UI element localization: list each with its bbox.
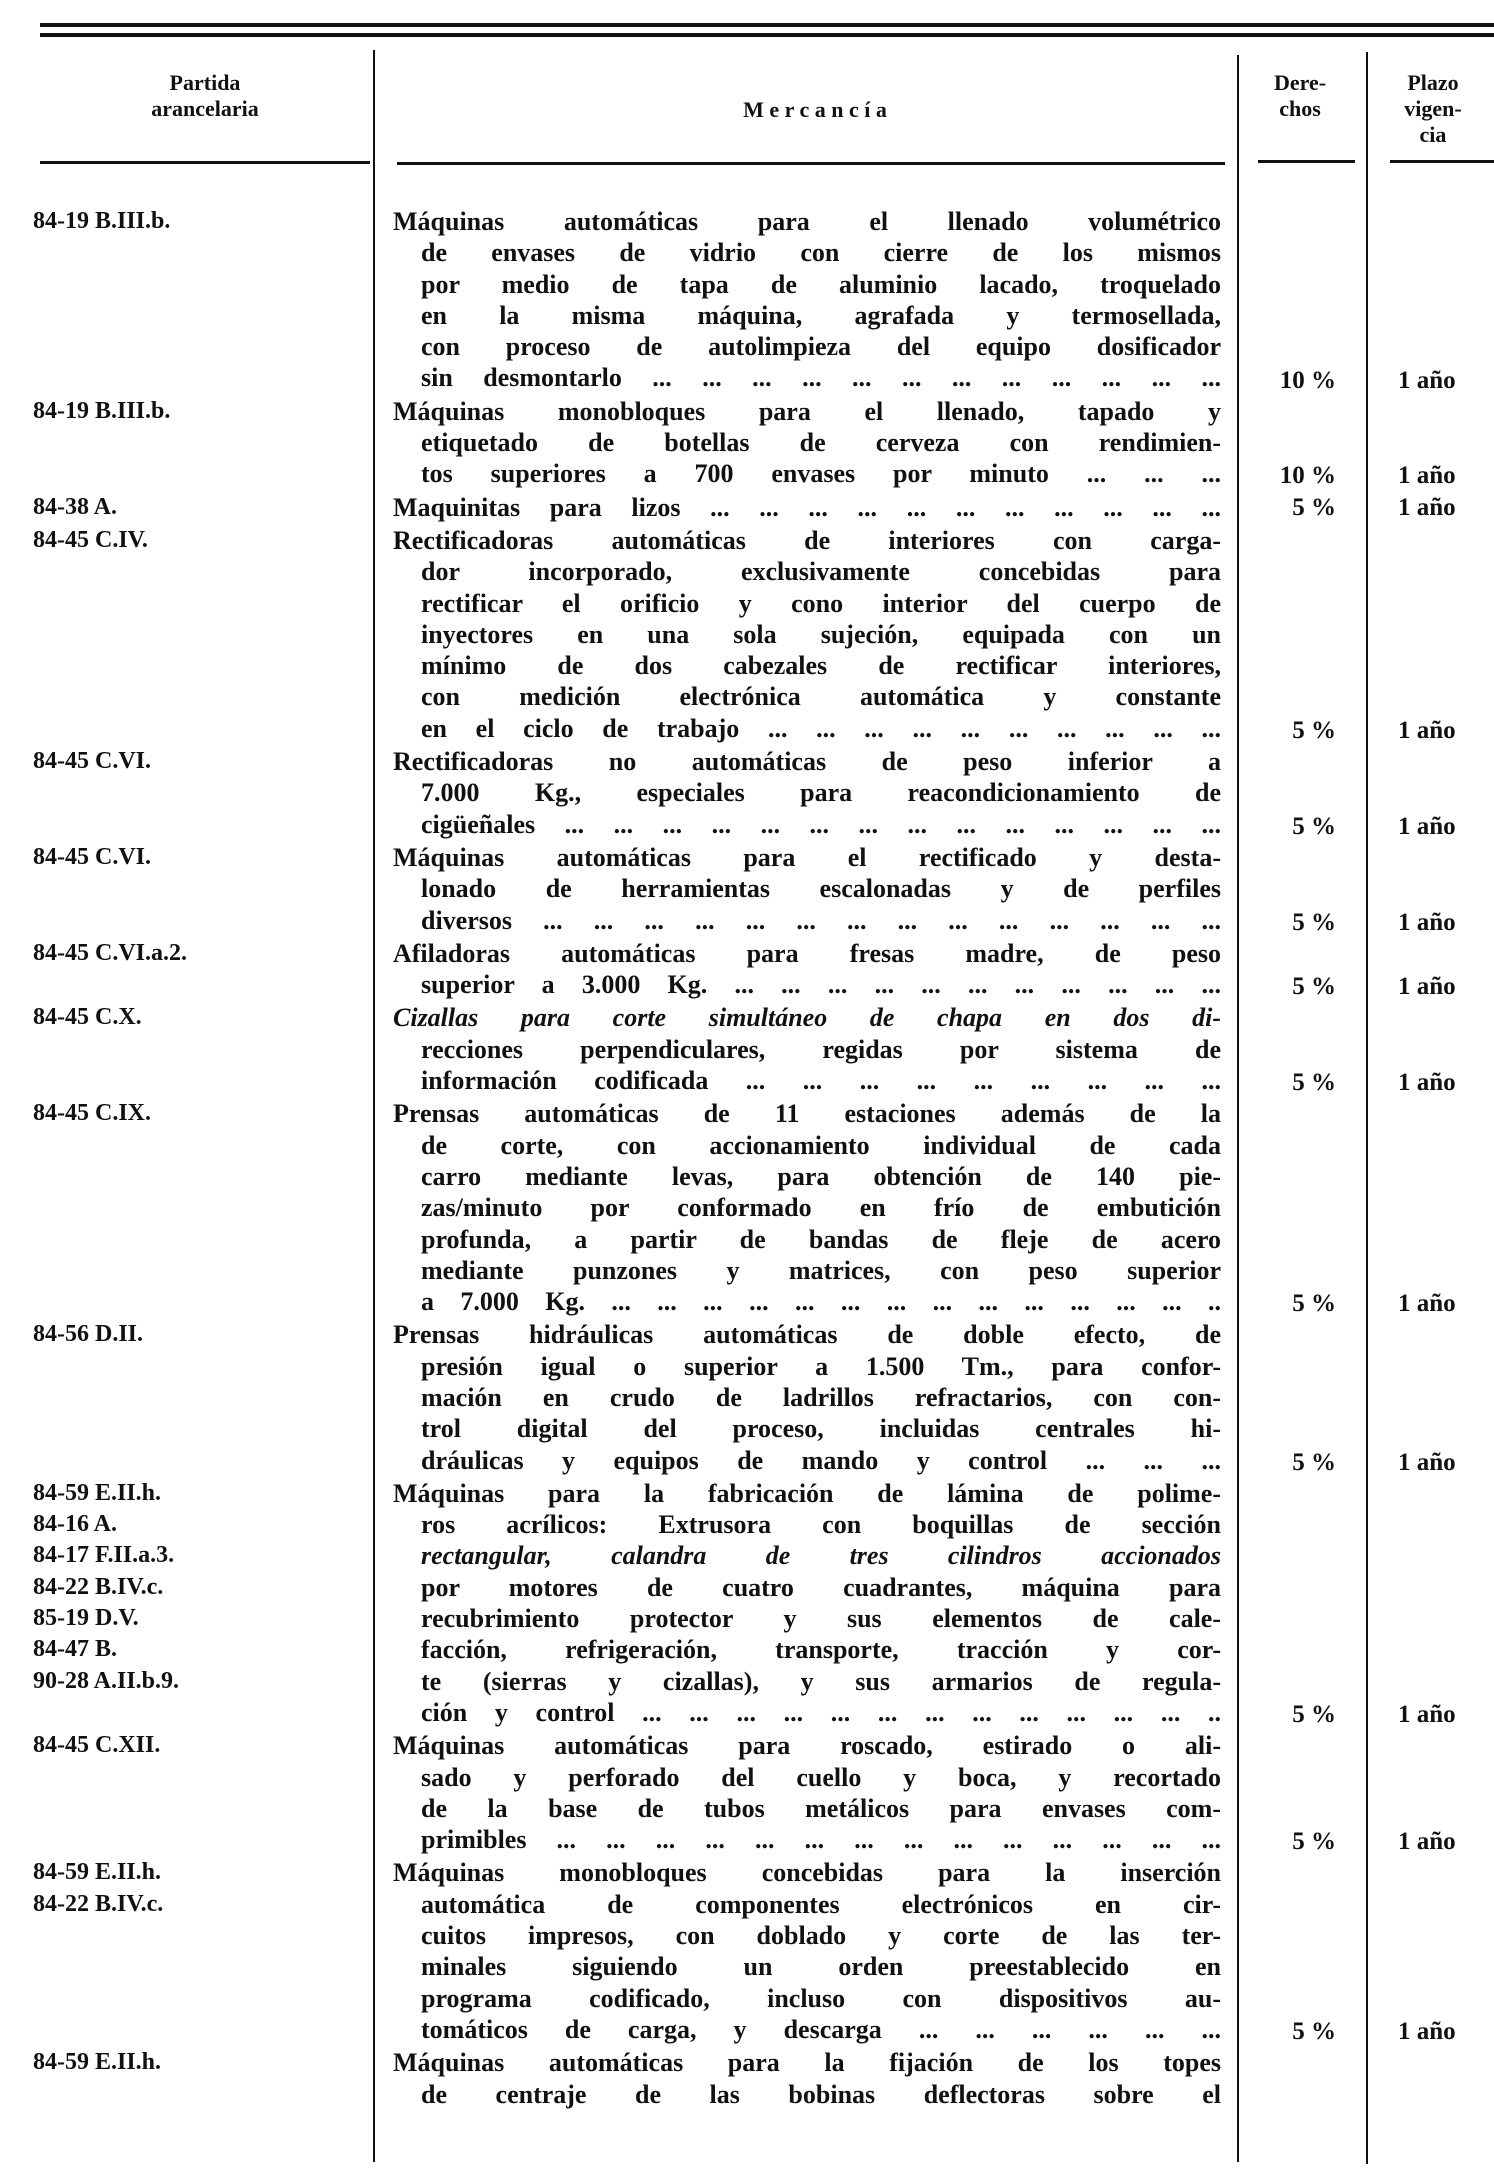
validity-term: 1 año: [1398, 908, 1456, 936]
description-line: mación en crudo de ladrillos refractarios, con con-: [421, 1382, 1221, 1412]
merchandise-description: [393, 1002, 1221, 1096]
validity-term: 1 año: [1398, 1290, 1456, 1318]
description-line: lonado de herramientas escalonadas y de perfiles: [421, 874, 1221, 904]
description-line: dráulicas y equipos de mando y control ... ... ...: [421, 1445, 1221, 1475]
description-line: tomáticos de carga, y descarga ... ... ... ... ... ...: [421, 2014, 1221, 2044]
top-rule-2: [40, 33, 1494, 37]
description-line: con proceso de autolimpieza del equipo dosificador: [421, 332, 1221, 362]
tariff-codes: [33, 396, 363, 427]
description-line: recciones perpendiculares, regidas por sistema de: [421, 1034, 1221, 1064]
tariff-codes: [33, 492, 363, 523]
description-line: dor incorporado, exclusivamente concebidas para: [421, 557, 1221, 587]
header-partida-line: arancelaria: [151, 96, 259, 121]
description-line: presión igual o superior a 1.500 Tm., para confor-: [421, 1351, 1221, 1381]
description-line: facción, refrigeración, transporte, tracción y cor-: [421, 1635, 1221, 1665]
table-row: [0, 1478, 1494, 1728]
description-line: inyectores en una sola sujeción, equipada con un: [421, 619, 1221, 649]
tariff-code: 84-22 B.IV.c.: [33, 1573, 164, 1600]
description-line: superior a 3.000 Kg. ... ... ... ... ... ... ... ... ... ... ...: [421, 970, 1221, 1000]
description-line: sado y perforado del cuello y boca, y recortado: [421, 1762, 1221, 1792]
tariff-code: 84-56 D.II.: [33, 1321, 144, 1348]
tariff-codes: [33, 2047, 363, 2078]
table-row: [0, 525, 1494, 744]
description-line: a 7.000 Kg. ... ... ... ... ... ... ... ... ... ... ... ... ... ..: [421, 1287, 1221, 1317]
description-line: trol digital del proceso, incluidas centrales hi-: [421, 1414, 1221, 1444]
merchandise-description: [393, 1098, 1221, 1317]
merchandise-description: [393, 1730, 1221, 1855]
description-line: carro mediante levas, para obtención de 140 pie-: [421, 1161, 1221, 1191]
header-mercancia: M e r c a n c í a: [743, 97, 887, 122]
duty-rate: 5 %: [1292, 973, 1336, 1001]
table-row: [0, 206, 1494, 394]
header-plazo-line: vigen-: [1404, 96, 1462, 121]
validity-term: 1 año: [1398, 2017, 1456, 2045]
description-line: ción y control ... ... ... ... ... ... ... ... ... ... ... ... ..: [421, 1697, 1221, 1727]
description-line: te (sierras y cizallas), y sus armarios de regula-: [421, 1666, 1221, 1696]
description-line: Máquinas monobloques para el llenado, tapado y: [393, 396, 1221, 426]
tariff-code: 84-45 C.XII.: [33, 1732, 161, 1759]
description-line: rectificar el orificio y cono interior del cuerpo de: [421, 588, 1221, 618]
merchandise-description: [393, 1857, 1221, 2045]
validity-term: 1 año: [1398, 366, 1456, 394]
header-rule-plazo: [1390, 160, 1494, 163]
tariff-code: 84-45 C.VI.: [33, 748, 151, 775]
description-line: profunda, a partir de bandas de fleje de acero: [421, 1224, 1221, 1254]
tariff-code: 84-45 C.VI.: [33, 843, 151, 870]
tariff-code: 84-45 C.X.: [33, 1004, 142, 1031]
merchandise-description: [393, 206, 1221, 394]
table-row: [0, 842, 1494, 936]
description-line: automática de componentes electrónicos en cir-: [421, 1889, 1221, 1919]
validity-term: 1 año: [1398, 716, 1456, 744]
tariff-code: 84-59 E.II.h.: [33, 2049, 162, 2076]
header-plazo-line: Plazo: [1407, 70, 1459, 95]
header-partida-line: Partida: [169, 70, 241, 95]
description-line: información codificada ... ... ... ... ... ... ... ... ...: [421, 1066, 1221, 1096]
table-row: [0, 1730, 1494, 1855]
table-row: [0, 938, 1494, 1001]
table-row: [0, 2047, 1494, 2110]
tariff-code: 84-16 A.: [33, 1511, 117, 1538]
merchandise-description: [393, 525, 1221, 744]
tariff-code: 84-59 E.II.h.: [33, 1859, 162, 1886]
header-rule-partida: [40, 161, 370, 164]
description-line: diversos ... ... ... ... ... ... ... ... ... ... ... ... ... ...: [421, 905, 1221, 935]
tariff-code: 84-45 C.VI.a.2.: [33, 939, 187, 966]
validity-term: 1 año: [1398, 493, 1456, 521]
description-line: sin desmontarlo ... ... ... ... ... ... ... ... ... ... ... ...: [421, 363, 1221, 393]
tariff-codes: [33, 1857, 363, 1920]
validity-term: 1 año: [1398, 1069, 1456, 1097]
header-derechos-line: Dere-: [1273, 70, 1327, 95]
description-line: tos superiores a 700 envases por minuto ... ... ...: [421, 459, 1221, 489]
tariff-code: 84-45 C.IV.: [33, 526, 148, 553]
duty-rate: 5 %: [1292, 2017, 1336, 2045]
description-line: de corte, con accionamiento individual de cada: [421, 1130, 1221, 1160]
validity-term: 1 año: [1398, 462, 1456, 490]
merchandise-description: [393, 2047, 1221, 2110]
header-rule-mercancia: [397, 162, 1225, 165]
merchandise-description: [393, 492, 1221, 523]
merchandise-description: [393, 1478, 1221, 1728]
header-derechos: [1245, 70, 1355, 122]
merchandise-description: [393, 746, 1221, 840]
tariff-codes: [33, 938, 363, 969]
description-line: Máquinas automáticas para roscado, estirado o ali-: [393, 1731, 1221, 1761]
tariff-code: 84-19 B.III.b.: [33, 397, 171, 424]
description-line: Máquinas para la fabricación de lámina de polime-: [393, 1478, 1221, 1508]
header-plazo: [1372, 70, 1494, 148]
merchandise-description: [393, 396, 1221, 490]
description-line: ros acrílicos: Extrusora con boquillas de sección: [421, 1510, 1221, 1540]
tariff-code: 84-19 B.III.b.: [33, 208, 171, 234]
description-line: con medición electrónica automática y constante: [421, 682, 1221, 712]
tariff-code: 85-19 D.V.: [33, 1605, 139, 1632]
description-line: Cizallas para corte simultáneo de chapa en dos di-: [393, 1003, 1221, 1033]
description-line: Máquinas automáticas para el llenado volumétrico: [393, 207, 1221, 236]
duty-rate: 5 %: [1292, 493, 1336, 521]
description-line: Máquinas automáticas para el rectificado y desta-: [393, 842, 1221, 872]
description-line: Afiladoras automáticas para fresas madre, de peso: [393, 938, 1221, 968]
merchandise-description: [393, 938, 1221, 1001]
table-row: [0, 1857, 1494, 2045]
tariff-code: 84-59 E.II.h.: [33, 1479, 162, 1506]
duty-rate: 5 %: [1292, 1828, 1336, 1856]
tariff-codes: [33, 1478, 363, 1697]
tariff-code: 90-28 A.II.b.9.: [33, 1667, 180, 1694]
validity-term: 1 año: [1398, 812, 1456, 840]
description-line: cuitos impresos, con doblado y corte de las ter-: [421, 1921, 1221, 1951]
duty-rate: 5 %: [1292, 1700, 1336, 1728]
description-line: minales siguiendo un orden preestablecido en: [421, 1952, 1221, 1982]
tariff-codes: [33, 842, 363, 873]
description-line: por motores de cuatro cuadrantes, máquina para: [421, 1572, 1221, 1602]
table-row: [0, 746, 1494, 840]
description-line: Maquinitas para lizos ... ... ... ... ... ... ... ... ... ... ...: [393, 492, 1221, 522]
merchandise-description: [393, 842, 1221, 936]
tariff-table-body: [0, 206, 1494, 2112]
validity-term: 1 año: [1398, 1700, 1456, 1728]
validity-term: 1 año: [1398, 973, 1456, 1001]
description-line: Rectificadoras automáticas de interiores con carga-: [393, 525, 1221, 555]
description-line: primibles ... ... ... ... ... ... ... ... ... ... ... ... ... ...: [421, 1825, 1221, 1855]
table-row: [0, 1098, 1494, 1317]
description-line: en el ciclo de trabajo ... ... ... ... ... ... ... ... ... ...: [421, 713, 1221, 743]
top-rule-1: [40, 23, 1494, 27]
description-line: Prensas hidráulicas automáticas de doble efecto, de: [393, 1320, 1221, 1350]
header-derechos-line: chos: [1279, 96, 1321, 121]
tariff-codes: [33, 1002, 363, 1033]
tariff-codes: [33, 206, 363, 237]
tariff-code: 84-17 F.II.a.3.: [33, 1542, 175, 1569]
table-row: [0, 492, 1494, 523]
description-line: recubrimiento protector y sus elementos de cale-: [421, 1604, 1221, 1634]
description-line: Prensas automáticas de 11 estaciones además de la: [393, 1099, 1221, 1129]
table-row: [0, 396, 1494, 490]
header-partida: [40, 70, 370, 122]
description-line: de la base de tubos metálicos para envases com-: [421, 1793, 1221, 1823]
duty-rate: 5 %: [1292, 1069, 1336, 1097]
tariff-codes: [33, 525, 363, 556]
header-rule-derechos: [1258, 160, 1355, 163]
description-line: rectangular, calandra de tres cilindros accionados: [421, 1541, 1221, 1571]
tariff-codes: [33, 1098, 363, 1129]
description-line: Máquinas monobloques concebidas para la inserción: [393, 1858, 1221, 1888]
description-line: mediante punzones y matrices, con peso superior: [421, 1255, 1221, 1285]
description-line: Máquinas automáticas para la fijación de los topes: [393, 2048, 1221, 2078]
description-line: 7.000 Kg., especiales para reacondicionamiento de: [421, 778, 1221, 808]
description-line: etiquetado de botellas de cerveza con rendimien-: [421, 428, 1221, 458]
description-line: en la misma máquina, agrafada y termosellada,: [421, 300, 1221, 330]
tariff-code: 84-45 C.IX.: [33, 1100, 151, 1127]
tariff-codes: [33, 1319, 363, 1350]
table-row: [0, 1002, 1494, 1096]
description-line: de centraje de las bobinas deflectoras sobre el: [421, 2079, 1221, 2109]
description-line: zas/minuto por conformado en frío de embutición: [421, 1193, 1221, 1223]
description-line: mínimo de dos cabezales de rectificar interiores,: [421, 651, 1221, 681]
description-line: programa codificado, incluso con dispositivos au-: [421, 1983, 1221, 2013]
tariff-codes: [33, 746, 363, 777]
duty-rate: 5 %: [1292, 908, 1336, 936]
description-line: Rectificadoras no automáticas de peso inferior a: [393, 747, 1221, 777]
validity-term: 1 año: [1398, 1448, 1456, 1476]
duty-rate: 10 %: [1279, 366, 1336, 394]
validity-term: 1 año: [1398, 1828, 1456, 1856]
duty-rate: 5 %: [1292, 1290, 1336, 1318]
duty-rate: 5 %: [1292, 716, 1336, 744]
tariff-code: 84-38 A.: [33, 493, 117, 520]
duty-rate: 10 %: [1279, 462, 1336, 490]
duty-rate: 5 %: [1292, 1448, 1336, 1476]
description-line: por medio de tapa de aluminio lacado, troquelado: [421, 269, 1221, 299]
table-row: [0, 1319, 1494, 1475]
duty-rate: 5 %: [1292, 812, 1336, 840]
merchandise-description: [393, 1319, 1221, 1475]
tariff-code: 84-22 B.IV.c.: [33, 1890, 164, 1917]
description-line: de envases de vidrio con cierre de los mismos: [421, 238, 1221, 268]
tariff-code: 84-47 B.: [33, 1636, 117, 1663]
tariff-codes: [33, 1730, 363, 1761]
description-line: cigüeñales ... ... ... ... ... ... ... ... ... ... ... ... ... ...: [421, 809, 1221, 839]
header-plazo-line: cia: [1419, 122, 1447, 147]
